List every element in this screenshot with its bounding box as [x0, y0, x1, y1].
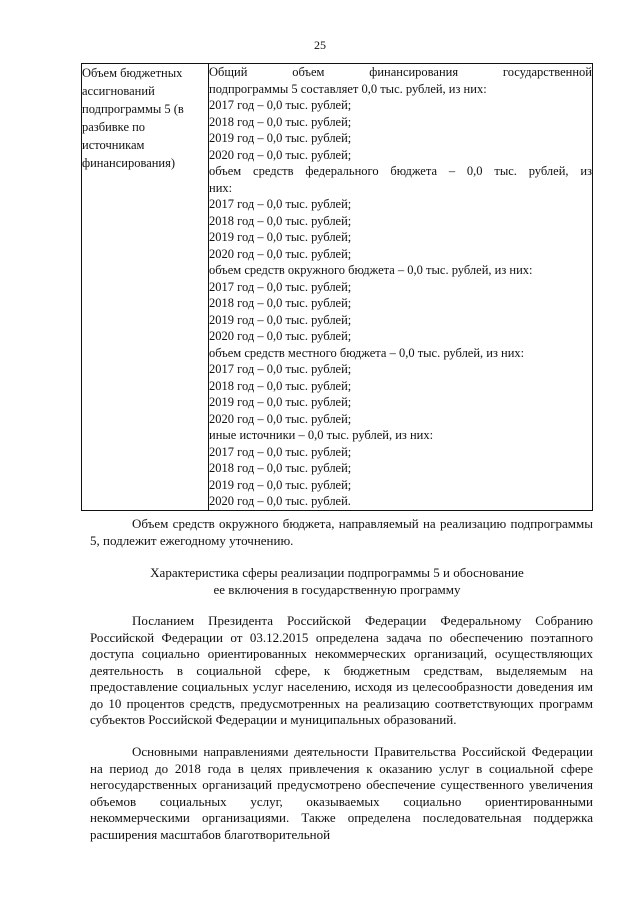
table-content-line: 2019 год – 0,0 тыс. рублей; [209, 395, 352, 409]
table-content-line: 2017 год – 0,0 тыс. рублей; [209, 444, 352, 459]
table-content-line: 2017 год – 0,0 тыс. рублей; [209, 98, 352, 112]
budget-allocation-table [81, 63, 593, 511]
table-content-line: Общий объем финансирования государственной [209, 65, 592, 79]
table-label-line: источникам [82, 138, 145, 152]
table-content-line: иные источники – 0,0 тыс. рублей, из них: [209, 428, 434, 442]
table-content-cell [209, 64, 593, 511]
table-row [82, 64, 593, 511]
table-content-line: 2019 год – 0,0 тыс. рублей; [209, 131, 352, 145]
table-content-line: них: [209, 180, 233, 195]
body-paragraph: Основными направлениями деятельности Правительства Российской Федерации на период до 2018 года в целях привлечения к оказанию услуг в социальной сфере негосударственных организаций предусмотрено обеспечение существенного увеличения объемов социальных услуг, оказываемых социально ориентированными некоммерческими организациями. Также определена последовательная поддержка расширения масштабов благотворительной [90, 744, 593, 842]
table-content-line: объем средств федерального бюджета – 0,0 тыс. рублей, из [209, 164, 592, 178]
section-heading-line: ее включения в государственную программу [213, 581, 461, 597]
table-content-line: 2018 год – 0,0 тыс. рублей; [209, 114, 352, 129]
table-label-line: разбивке по [82, 120, 146, 134]
table-content-line: объем средств окружного бюджета – 0,0 тыс. рублей, из них: [209, 263, 533, 277]
table-content-line: 2018 год – 0,0 тыс. рублей; [209, 296, 352, 310]
body-paragraph: Посланием Президента Российской Федерации Федеральному Собранию Российской Федерации от 03.12.2015 определена задача по обеспечению поэтапного доступа социально ориентированных некоммерческих организаций, осуществляющих деятельность в социальной сфере, к бюджетным средствам, выделяемым на предоставление социальных услуг населению, исходя из целесообразности доведения им до 10 процентов средств, предусмотренных на реализацию соответствующих программ субъектов Российской Федерации и муниципальных образований. [90, 613, 593, 727]
table-content-line: 2020 год – 0,0 тыс. рублей. [209, 494, 351, 508]
table-content-line: 2020 год – 0,0 тыс. рублей; [209, 329, 352, 343]
table-content-line: 2020 год – 0,0 тыс. рублей; [209, 246, 352, 261]
table-content-line: 2019 год – 0,0 тыс. рублей; [209, 312, 352, 327]
budget-note-paragraph: Объем средств окружного бюджета, направляемый на реализацию подпрограммы 5, подлежит ежегодному уточнению. [90, 516, 593, 548]
table-label-cell [82, 64, 209, 511]
table-content-line: 2018 год – 0,0 тыс. рублей; [209, 213, 352, 228]
table-label-line: ассигнований [82, 84, 155, 98]
section-heading-line: Характеристика сферы реализации подпрограммы 5 и обоснование [150, 565, 524, 580]
table-content-line: 2019 год – 0,0 тыс. рублей; [209, 230, 352, 244]
table-label-line: Объем бюджетных [82, 66, 183, 80]
table-content-line: 2017 год – 0,0 тыс. рублей; [209, 362, 352, 376]
table-content-line: 2017 год – 0,0 тыс. рублей; [209, 197, 352, 211]
table-label-line: финансирования) [82, 156, 176, 170]
section-heading [81, 565, 593, 598]
table-label-line: подпрограммы 5 (в [82, 102, 184, 116]
table-content-line: объем средств местного бюджета – 0,0 тыс. рублей, из них: [209, 345, 525, 360]
table-content-line: 2018 год – 0,0 тыс. рублей; [209, 461, 352, 475]
table-content-line: 2019 год – 0,0 тыс. рублей; [209, 477, 352, 492]
table-content-line: 2020 год – 0,0 тыс. рублей; [209, 147, 352, 162]
table-content-line: 2020 год – 0,0 тыс. рублей; [209, 411, 352, 426]
page-number: 25 [314, 38, 326, 52]
table-content-line: 2017 год – 0,0 тыс. рублей; [209, 279, 352, 294]
table-content-line: 2018 год – 0,0 тыс. рублей; [209, 378, 352, 393]
table-content-line: подпрограммы 5 составляет 0,0 тыс. рублей, из них: [209, 81, 487, 96]
